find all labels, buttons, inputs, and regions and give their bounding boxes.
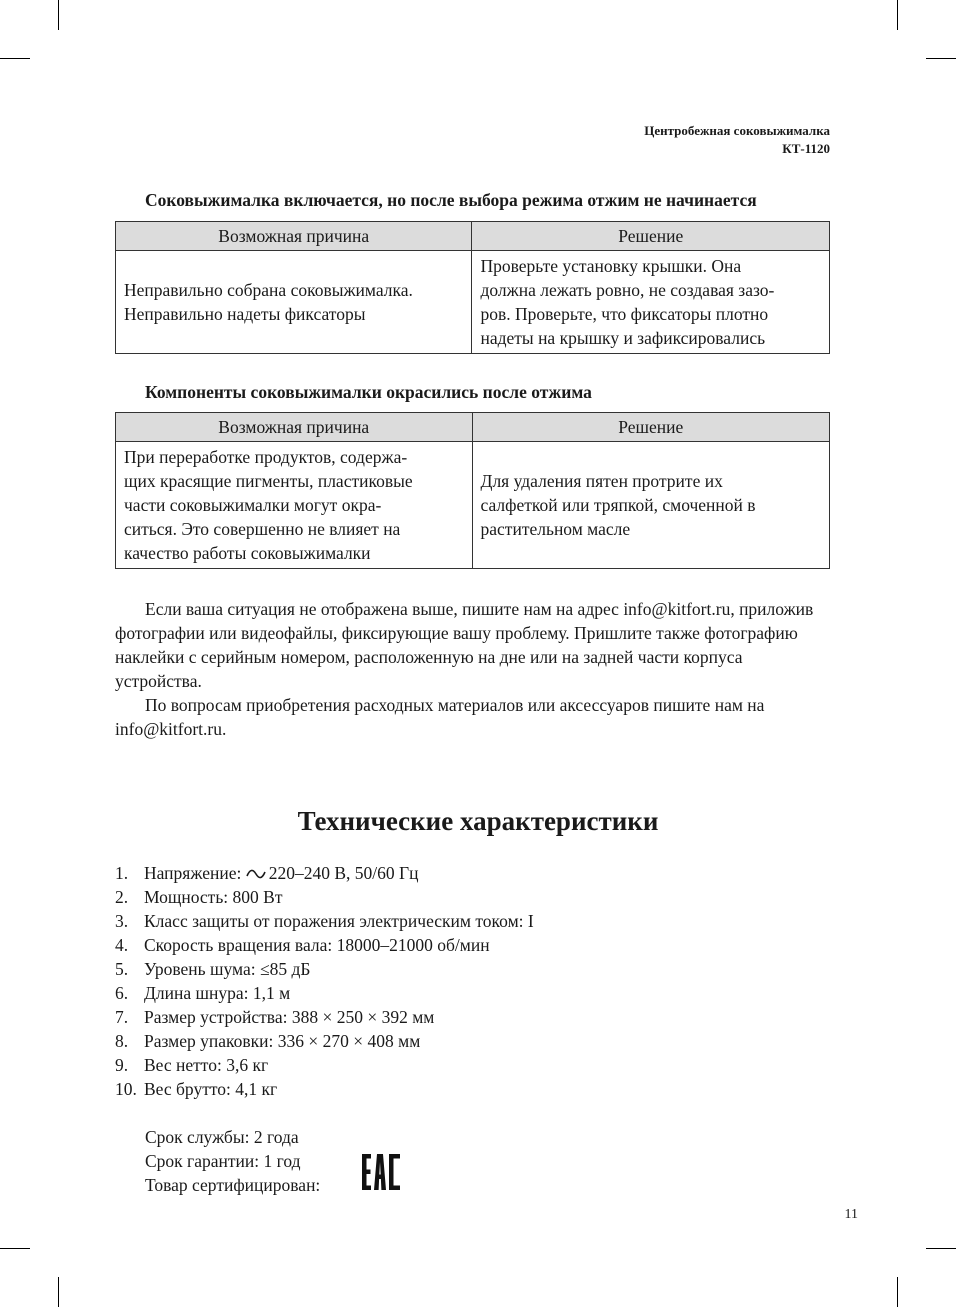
header-model: КТ-1120 — [782, 141, 830, 156]
crop-mark — [897, 1277, 898, 1307]
header-product-name: Центробежная соковыжималка — [644, 123, 830, 138]
section2-title: Компоненты соковыжималки окрасились после отжима — [145, 382, 592, 402]
cause-line: Неправильно надеты фиксаторы — [124, 304, 366, 324]
crop-mark — [926, 1248, 956, 1249]
spec-item: 9. Вес нетто: 3,6 кг — [115, 1055, 269, 1075]
troubleshooting-table-1 — [115, 221, 830, 354]
spec-item: 3. Класс защиты от поражения электрическим током: I — [115, 911, 534, 931]
spec-item: 4. Скорость вращения вала: 18000–21000 об/мин — [115, 935, 490, 955]
section1-title: Соковыжималка включается, но после выбора режима отжим не начинается — [145, 190, 757, 210]
cause-line: ситься. Это совершенно не влияет на — [124, 519, 401, 539]
warranty-period: Срок гарантии: 1 год — [145, 1151, 301, 1171]
column-header-solution: Решение — [472, 222, 830, 251]
cause-cell — [116, 442, 473, 569]
spec-list — [115, 861, 534, 1101]
table-header-row — [116, 413, 830, 442]
cause-cell — [116, 251, 472, 354]
cause-line: качество работы соковыжималки — [124, 543, 371, 563]
crop-mark — [58, 0, 59, 30]
crop-mark — [0, 1248, 30, 1249]
contact-text — [115, 597, 831, 741]
solution-line: надеты на крышку и зафиксировались — [480, 328, 766, 348]
table-row — [116, 251, 830, 354]
tech-specs-title: Технические характеристики — [297, 806, 659, 836]
cause-line: части соковыжималки могут окра- — [124, 495, 382, 515]
running-header — [644, 122, 830, 158]
cause-line: Неправильно собрана соковыжималка. — [124, 280, 413, 300]
column-header-cause: Возможная причина — [116, 222, 472, 251]
solution-line: должна лежать ровно, не создавая зазо- — [480, 280, 775, 300]
solution-cell — [472, 251, 830, 354]
spec-item: 5. Уровень шума: ≤85 дБ — [115, 959, 311, 979]
spec-item: 6. Длина шнура: 1,1 м — [115, 983, 291, 1003]
solution-line: Проверьте установку крышки. Она — [480, 256, 742, 276]
crop-mark — [58, 1277, 59, 1307]
solution-line: ров. Проверьте, что фиксаторы плотно — [480, 304, 769, 324]
spec-item: 2. Мощность: 800 Вт — [115, 887, 283, 907]
table-header-row — [116, 222, 830, 251]
spec-item: 8. Размер упаковки: 336 × 270 × 408 мм — [115, 1031, 421, 1051]
crop-mark — [897, 0, 898, 30]
accessories-paragraph: По вопросам приобретения расходных материалов или аксессуаров пишите нам на info@kitfort.ru. — [115, 695, 765, 739]
crop-mark — [926, 58, 956, 59]
solution-cell — [472, 442, 829, 569]
certification-label: Товар сертифицирован: — [145, 1175, 321, 1195]
spec-item: 10. Вес брутто: 4,1 кг — [115, 1079, 278, 1099]
solution-line: Для удаления пятен протрите их — [480, 471, 723, 491]
cause-line: щих красящие пигменты, пластиковые — [124, 471, 413, 491]
column-header-solution: Решение — [472, 413, 829, 442]
spec-item: 1. Напряжение: 220–240 В, 50/60 Гц — [115, 863, 419, 883]
troubleshooting-table-2 — [115, 412, 830, 569]
ac-tilde-icon — [246, 868, 266, 880]
cause-line: При переработке продуктов, содержа- — [124, 447, 408, 467]
eac-certification-mark — [360, 1152, 402, 1192]
page-number: 11 — [844, 1207, 858, 1222]
solution-line: салфеткой или тряпкой, смоченной в — [480, 495, 756, 515]
spec-item: 7. Размер устройства: 388 × 250 × 392 мм — [115, 1007, 435, 1027]
table-row — [116, 442, 830, 569]
contact-paragraph: Если ваша ситуация не отображена выше, пишите нам на адрес info@kitfort.ru, приложив фотографии или видеофайлы, фиксирующие вашу проблему. Пришлите также фотографию наклейки с серийным номером, расположенную на дне или на задней части корпуса устройства. — [115, 599, 814, 691]
solution-line: растительном масле — [480, 519, 631, 539]
column-header-cause: Возможная причина — [116, 413, 473, 442]
crop-mark — [0, 58, 30, 59]
service-life: Срок службы: 2 года — [145, 1127, 299, 1147]
service-info — [145, 1125, 320, 1197]
